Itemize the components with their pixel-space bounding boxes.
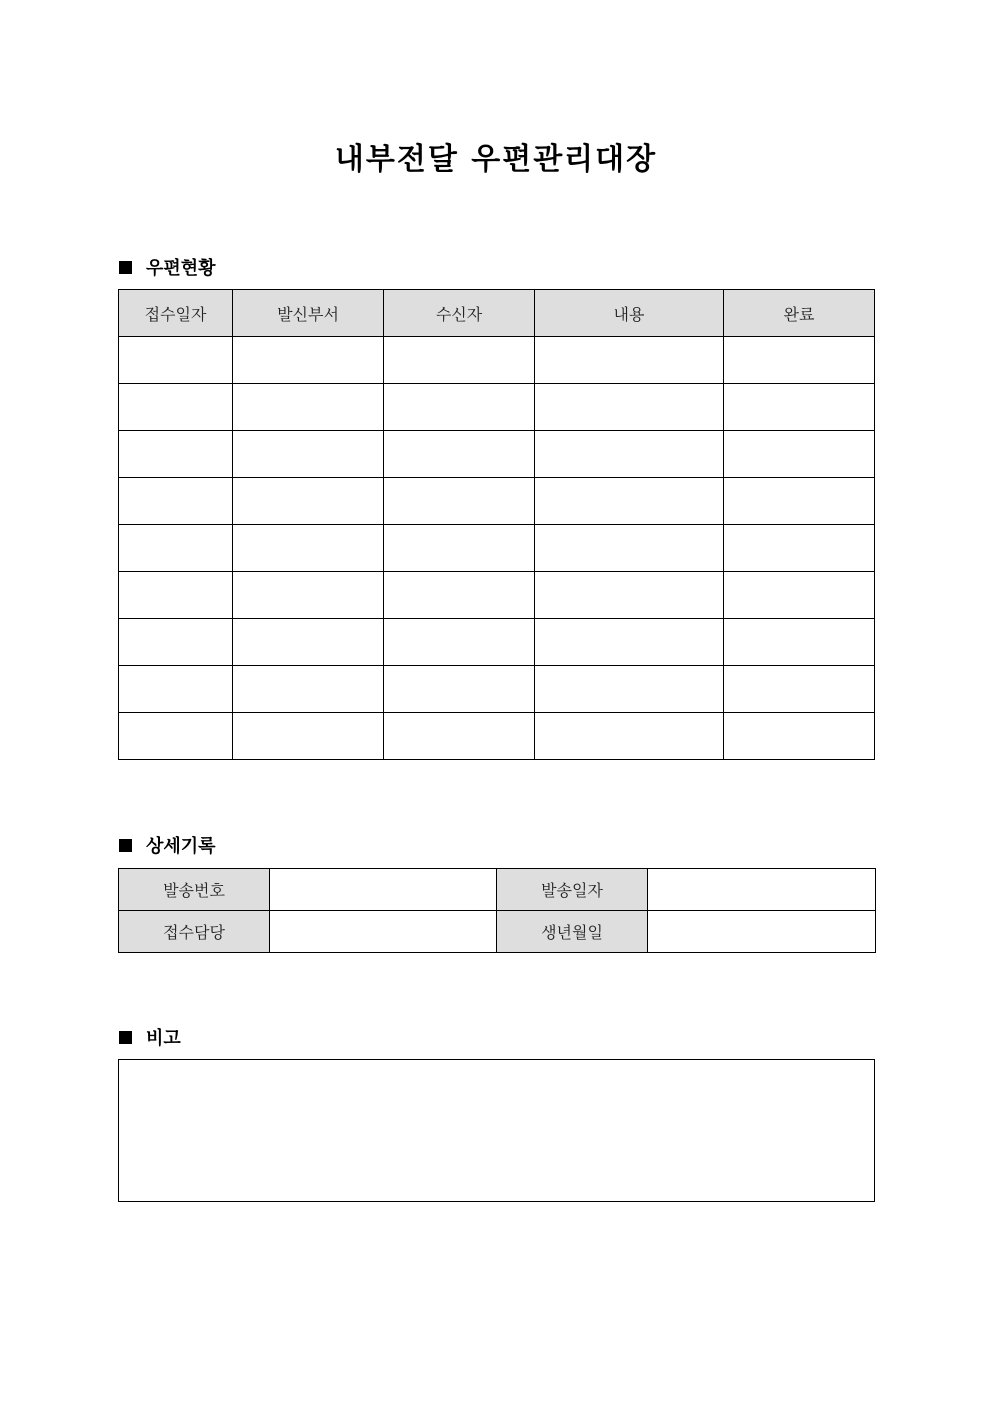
cell-sender-dept[interactable]: [233, 384, 384, 431]
section-heading-label: 우편현황: [146, 258, 216, 279]
cell-received-date[interactable]: [119, 666, 233, 713]
cell-sender-dept[interactable]: [233, 431, 384, 478]
square-bullet-icon: [119, 261, 132, 274]
table-row: [119, 384, 875, 431]
detail-row: [119, 911, 876, 953]
cell-recipient[interactable]: [384, 431, 535, 478]
label-send-date: 발송일자: [497, 869, 648, 911]
cell-content[interactable]: [535, 384, 724, 431]
cell-content[interactable]: [535, 431, 724, 478]
cell-recipient[interactable]: [384, 384, 535, 431]
cell-complete[interactable]: [724, 619, 875, 666]
cell-complete[interactable]: [724, 666, 875, 713]
table-row: [119, 713, 875, 760]
detail-record-table: [118, 868, 876, 953]
table-row: [119, 431, 875, 478]
field-birth-date[interactable]: [648, 911, 876, 953]
cell-complete[interactable]: [724, 713, 875, 760]
column-header-content: 내용: [535, 290, 724, 337]
column-header-received-date: 접수일자: [119, 290, 233, 337]
cell-received-date[interactable]: [119, 478, 233, 525]
cell-content[interactable]: [535, 337, 724, 384]
field-send-date[interactable]: [648, 869, 876, 911]
cell-recipient[interactable]: [384, 713, 535, 760]
cell-sender-dept[interactable]: [233, 619, 384, 666]
table-row: [119, 478, 875, 525]
cell-sender-dept[interactable]: [233, 666, 384, 713]
remarks-box[interactable]: [118, 1059, 875, 1202]
cell-content[interactable]: [535, 666, 724, 713]
square-bullet-icon: [119, 1031, 132, 1044]
cell-sender-dept[interactable]: [233, 478, 384, 525]
section-heading-status: [119, 254, 216, 280]
cell-received-date[interactable]: [119, 337, 233, 384]
cell-recipient[interactable]: [384, 619, 535, 666]
cell-complete[interactable]: [724, 384, 875, 431]
cell-content[interactable]: [535, 619, 724, 666]
cell-received-date[interactable]: [119, 572, 233, 619]
table-header-row: [119, 290, 875, 337]
label-receiver-in-charge: 접수담당: [119, 911, 270, 953]
cell-recipient[interactable]: [384, 525, 535, 572]
document-title: 내부전달 우편관리대장: [334, 142, 658, 177]
cell-complete[interactable]: [724, 337, 875, 384]
cell-received-date[interactable]: [119, 525, 233, 572]
section-heading-detail: [119, 832, 216, 858]
table-row: [119, 337, 875, 384]
cell-recipient[interactable]: [384, 337, 535, 384]
detail-row: [119, 869, 876, 911]
cell-recipient[interactable]: [384, 572, 535, 619]
table-row: [119, 666, 875, 713]
cell-received-date[interactable]: [119, 384, 233, 431]
cell-complete[interactable]: [724, 572, 875, 619]
cell-recipient[interactable]: [384, 666, 535, 713]
cell-content[interactable]: [535, 713, 724, 760]
cell-sender-dept[interactable]: [233, 713, 384, 760]
mail-status-table: [118, 289, 875, 760]
label-send-number: 발송번호: [119, 869, 270, 911]
section-heading-label: 상세기록: [146, 836, 216, 857]
square-bullet-icon: [119, 839, 132, 852]
table-row: [119, 619, 875, 666]
cell-sender-dept[interactable]: [233, 525, 384, 572]
cell-complete[interactable]: [724, 478, 875, 525]
cell-content[interactable]: [535, 525, 724, 572]
field-send-number[interactable]: [270, 869, 497, 911]
label-birth-date: 생년월일: [497, 911, 648, 953]
cell-complete[interactable]: [724, 431, 875, 478]
field-receiver-in-charge[interactable]: [270, 911, 497, 953]
cell-content[interactable]: [535, 478, 724, 525]
table-row: [119, 525, 875, 572]
column-header-complete: 완료: [724, 290, 875, 337]
cell-received-date[interactable]: [119, 431, 233, 478]
column-header-recipient: 수신자: [384, 290, 535, 337]
cell-sender-dept[interactable]: [233, 337, 384, 384]
column-header-sender-dept: 발신부서: [233, 290, 384, 337]
section-heading-label: 비고: [146, 1028, 181, 1049]
cell-received-date[interactable]: [119, 619, 233, 666]
table-row: [119, 572, 875, 619]
cell-received-date[interactable]: [119, 713, 233, 760]
cell-sender-dept[interactable]: [233, 572, 384, 619]
cell-recipient[interactable]: [384, 478, 535, 525]
cell-content[interactable]: [535, 572, 724, 619]
section-heading-remarks: [119, 1024, 181, 1050]
cell-complete[interactable]: [724, 525, 875, 572]
